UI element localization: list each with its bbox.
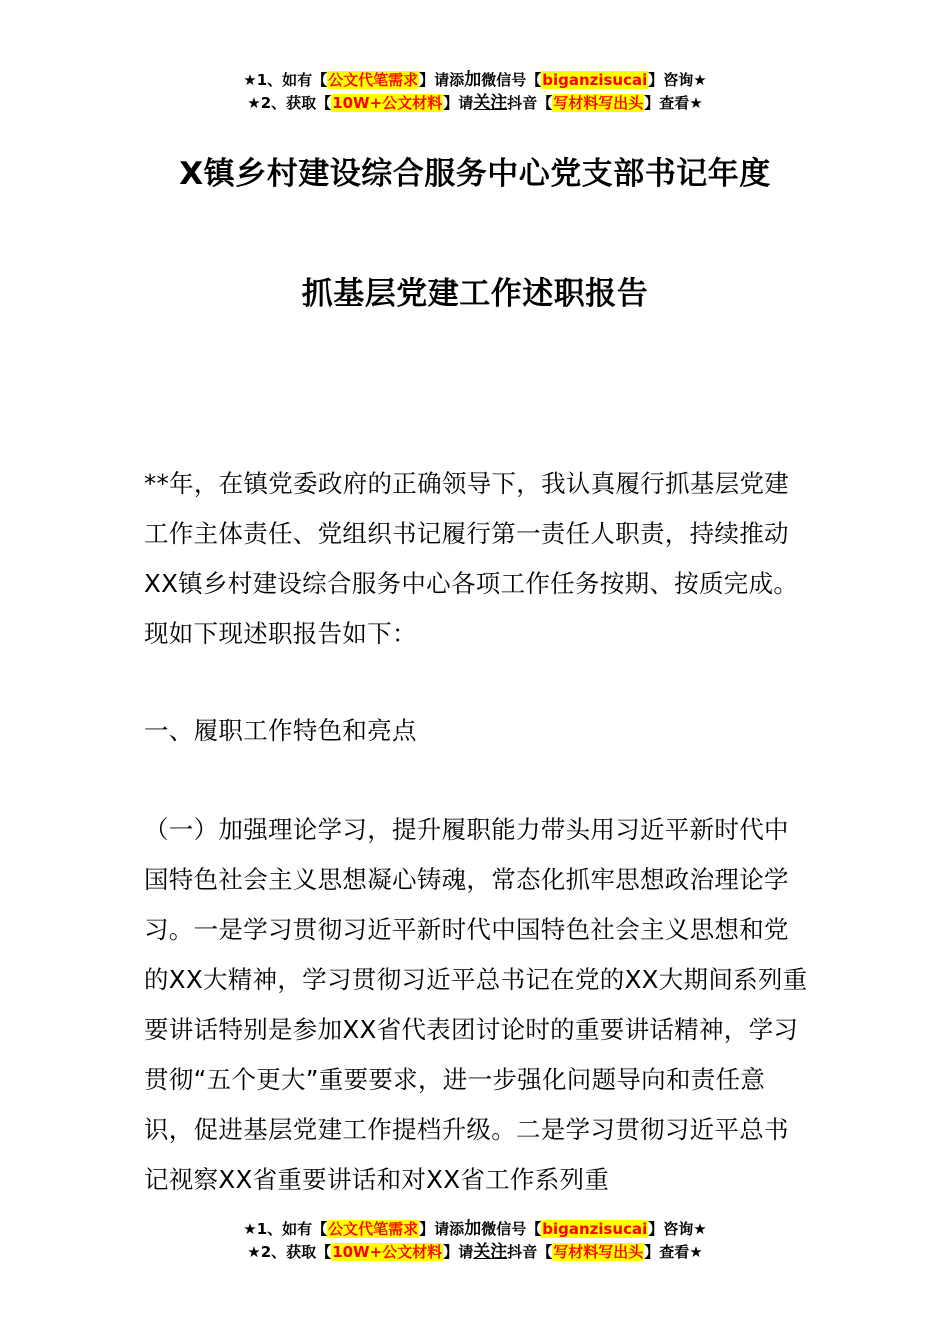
banner-douyin-id: 写材料写出头 [553, 1243, 644, 1261]
promo-banner-line-2 [0, 92, 950, 115]
banner-emphasis: 关注 [473, 1242, 508, 1262]
subsection-paragraph: （一）加强理论学习，提升履职能力带头用习近平新时代中国特色社会主义思想凝心铸魂，常态化抓牢思想政治理论学习。一是学习贯彻习近平新时代中国特色社会主义思想和党的XX大精神，学习贯彻习近平总书记在党的XX大期间系列重要讲话特别是参加XX省代表团讨论时的重要讲话精神，学习贯彻“五个更大”重要要求，进一步强化问题导向和责任意识，促进基层党建工作提档升级。二是学习贯彻习近平总书记视察XX省重要讲话和对XX省工作系列重 [144, 815, 808, 1194]
promo-banner-line-1 [0, 69, 950, 92]
banner-text: 抖音【 [507, 94, 553, 112]
banner-highlight: 公文代笔需求 [328, 1220, 419, 1238]
promo-banner-bottom [0, 1218, 950, 1264]
document-title-line-1: X镇乡村建设综合服务中心党支部书记年度 [179, 156, 771, 192]
document-title-line-2: 抓基层党建工作述职报告 [301, 276, 649, 312]
banner-text: 】请添 [419, 1220, 465, 1238]
banner-highlight: 10W+公文材料 [332, 1243, 443, 1261]
promo-banner-line-2 [0, 1241, 950, 1264]
banner-text: ★2、获取【 [247, 94, 332, 112]
banner-text: ★1、如有【 [243, 1220, 328, 1238]
banner-highlight: 公文代笔需求 [328, 71, 419, 89]
banner-emphasis: 关注 [473, 93, 508, 113]
banner-highlight: 10W+公文材料 [332, 94, 443, 112]
banner-wechat-id: biganzisucai [542, 71, 648, 89]
banner-douyin-id: 写材料写出头 [553, 94, 644, 112]
banner-text: 微信号【 [481, 71, 542, 89]
banner-text: ★2、获取【 [247, 1243, 332, 1261]
banner-emphasis: 加 [464, 1219, 482, 1239]
banner-text: 】查看★ [644, 1243, 703, 1261]
promo-banner-top [0, 69, 950, 115]
banner-text: 】请 [443, 1243, 474, 1261]
banner-text: 抖音【 [507, 1243, 553, 1261]
banner-text: 】咨询★ [648, 1220, 707, 1238]
banner-text: 】咨询★ [648, 71, 707, 89]
banner-text: 微信号【 [481, 1220, 542, 1238]
banner-text: 】请 [443, 94, 474, 112]
banner-text: 】查看★ [644, 94, 703, 112]
banner-emphasis: 加 [464, 70, 482, 90]
promo-banner-line-1 [0, 1218, 950, 1241]
banner-text: 】请添 [419, 71, 465, 89]
section-heading: 一、履职工作特色和亮点 [144, 716, 417, 745]
banner-wechat-id: biganzisucai [542, 1220, 648, 1238]
banner-text: ★1、如有【 [243, 71, 328, 89]
intro-paragraph: **年，在镇党委政府的正确领导下，我认真履行抓基层党建工作主体责任、党组织书记履行第一责任人职责，持续推动XX镇乡村建设综合服务中心各项工作任务按期、按质完成。现如下现述职报告如下： [144, 469, 799, 648]
